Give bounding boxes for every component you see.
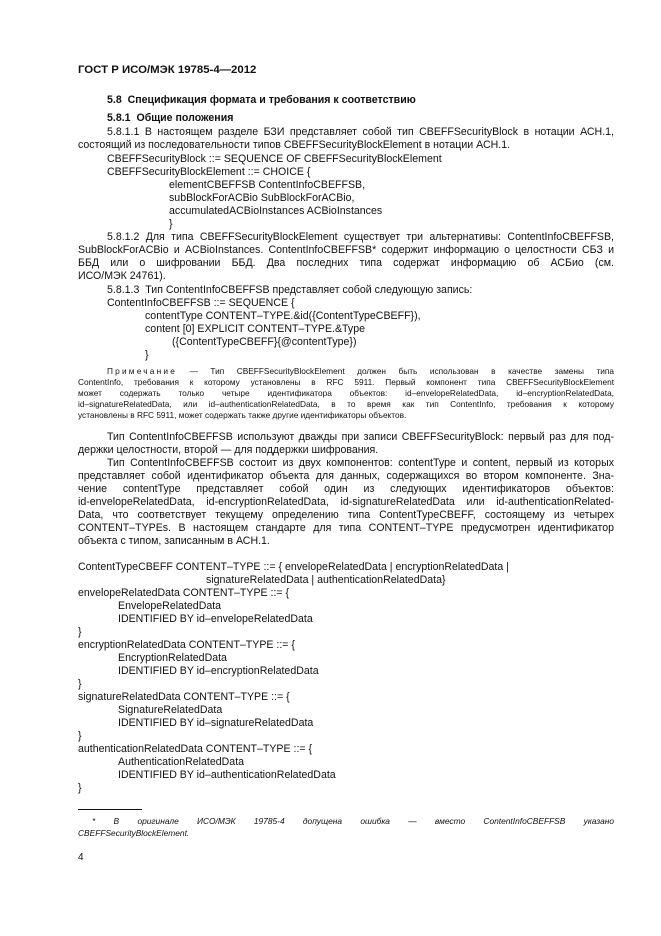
paragraph-line: 5.8.1.2 Для типа CBEFFSecurityBlockElement существует три альтернативы: ContentInfoCBEFFSB, bbox=[107, 231, 614, 243]
footnote-line: CBEFFSecurityBlockElement. bbox=[78, 828, 190, 838]
note-line: ContentInfo, требования к которому установлены в RFC 5911. Первый компонент типа CBEFFSecurityBlockElement bbox=[78, 377, 614, 387]
paragraph-line: состоящий из последовательности типов CBEFFSecurityBlockElement в нотации АСН.1. bbox=[78, 139, 511, 151]
subsection-heading: 5.8.1 Общие положения bbox=[107, 112, 234, 124]
code-line: CBEFFSecurityBlock ::= SEQUENCE OF CBEFFSecurityBlockElement bbox=[107, 153, 442, 165]
page-number: 4 bbox=[78, 852, 84, 863]
code-line: } bbox=[78, 730, 82, 742]
footnote-separator bbox=[78, 809, 142, 810]
paragraph-line: объекта с типом, записанным в АСН.1. bbox=[78, 535, 270, 547]
code-line: signatureRelatedData CONTENT–TYPE ::= { bbox=[78, 691, 290, 703]
note-line: может содержать только четыре идентификатора объектов: id–envelopeRelatedData, id–encryptionRelatedData, bbox=[78, 388, 614, 398]
note-line: установлены в RFC 5911, может содержать также другие идентификаторы объектов. bbox=[78, 410, 407, 420]
code-line: } bbox=[169, 218, 173, 230]
code-line: EncryptionRelatedData bbox=[118, 652, 227, 664]
code-line: ContentInfoCBEFFSB ::= SEQUENCE { bbox=[107, 297, 295, 309]
code-line: subBlockForACBio SubBlockForACBio, bbox=[169, 192, 355, 204]
paragraph-line: держки целостности, второй — для поддержки шифрования. bbox=[78, 444, 379, 456]
paragraph-line: ИСО/МЭК 24761). bbox=[78, 270, 166, 282]
code-line: EnvelopeRelatedData bbox=[118, 600, 222, 612]
code-line: } bbox=[78, 782, 82, 794]
code-line: } bbox=[145, 349, 149, 361]
code-line: encryptionRelatedData CONTENT–TYPE ::= { bbox=[78, 639, 295, 651]
code-line: } bbox=[78, 678, 82, 690]
code-line: ContentTypeCBEFF CONTENT–TYPE ::= { envelopeRelatedData | encryptionRelatedData | bbox=[78, 561, 509, 573]
code-line: SignatureRelatedData bbox=[118, 704, 223, 716]
code-line: IDENTIFIED BY id–signatureRelatedData bbox=[118, 717, 314, 729]
document-header: ГОСТ Р ИСО/МЭК 19785-4—2012 bbox=[78, 64, 257, 76]
note-line: id–signatureRelatedData, или id–authenticationRelatedData, в то время как тип ContentInfo, требования к которому bbox=[78, 399, 614, 409]
paragraph-line: представляет собой идентификатор объекта для данных, содержащихся во втором компоненте. Зна- bbox=[78, 470, 614, 482]
paragraph-line: ББД или о шифровании ББД. Два последних типа содержат информацию об АСБио (см. bbox=[78, 257, 614, 269]
code-line: } bbox=[78, 626, 82, 638]
code-line: IDENTIFIED BY id–encryptionRelatedData bbox=[118, 665, 319, 677]
paragraph-line: чение contentType представляет собой один из следующих идентификаторов объектов: bbox=[78, 483, 614, 495]
paragraph-line: 5.8.1.1 В настоящем разделе БЗИ представляет собой тип CBEFFSecurityBlock в нотации АСН.1, bbox=[107, 126, 614, 138]
paragraph-line: Data, что соответствует текущему определению типа ContentTypeCBEFF, состоящему из четырех bbox=[78, 509, 614, 521]
code-line: contentType CONTENT–TYPE.&id({ContentTypeCBEFF}), bbox=[145, 310, 421, 322]
paragraph-line: id-envelopeRelatedData, id-encryptionRelatedData, id-signatureRelatedData или id-authenticationRelated- bbox=[78, 496, 614, 508]
code-line: IDENTIFIED BY id–authenticationRelatedData bbox=[118, 769, 336, 781]
paragraph-line: Тип ContentInfoCBEFFSB состоит из двух компонентов: contentType и content, первый из которых bbox=[107, 457, 614, 469]
code-line: content [0] EXPLICIT CONTENT–TYPE.&Type bbox=[145, 323, 366, 335]
code-line: IDENTIFIED BY id–envelopeRelatedData bbox=[118, 613, 313, 625]
code-line: elementCBEFFSB ContentInfoCBEFFSB, bbox=[169, 179, 366, 191]
code-line: signatureRelatedData | authenticationRelatedData} bbox=[206, 574, 446, 586]
note-text: — Тип CBEFFSecurityBlockElement должен быть использован в качестве замены типа bbox=[189, 366, 614, 376]
code-line: ({ContentTypeCBEFF}{@contentType}) bbox=[172, 336, 357, 348]
code-line: accumulatedACBioInstances ACBioInstances bbox=[169, 205, 383, 217]
paragraph-line: 5.8.1.3 Тип ContentInfoCBEFFSB представляет собой следующую запись: bbox=[107, 284, 473, 296]
code-line: CBEFFSecurityBlockElement ::= CHOICE { bbox=[107, 166, 311, 178]
code-line: authenticationRelatedData CONTENT–TYPE ::= { bbox=[78, 743, 313, 755]
note-label: Примечание bbox=[107, 366, 178, 376]
paragraph-line: SubBlockForACBio и ACBioInstances. ContentInfoCBEFFSB* содержит информацию о целостности СБЗ и bbox=[78, 244, 614, 256]
paragraph-line: Тип ContentInfoCBEFFSB используют дважды при записи CBEFFSecurityBlock: первый раз для под- bbox=[107, 431, 614, 443]
footnote-line: * В оригинале ИСО/МЭК 19785-4 допущена ошибка — вместо ContentInfoCBEFFSB указано bbox=[92, 816, 614, 826]
section-heading: 5.8 Спецификация формата и требования к соответствию bbox=[107, 94, 416, 106]
note-line bbox=[107, 366, 614, 377]
code-line: AuthenticationRelatedData bbox=[118, 756, 245, 768]
paragraph-line: CONTENT–TYPEs. В настоящем стандарте для типа CONTENT–TYPE предусмотрен идентификатор bbox=[78, 522, 614, 534]
code-line: envelopeRelatedData CONTENT–TYPE ::= { bbox=[78, 587, 290, 599]
